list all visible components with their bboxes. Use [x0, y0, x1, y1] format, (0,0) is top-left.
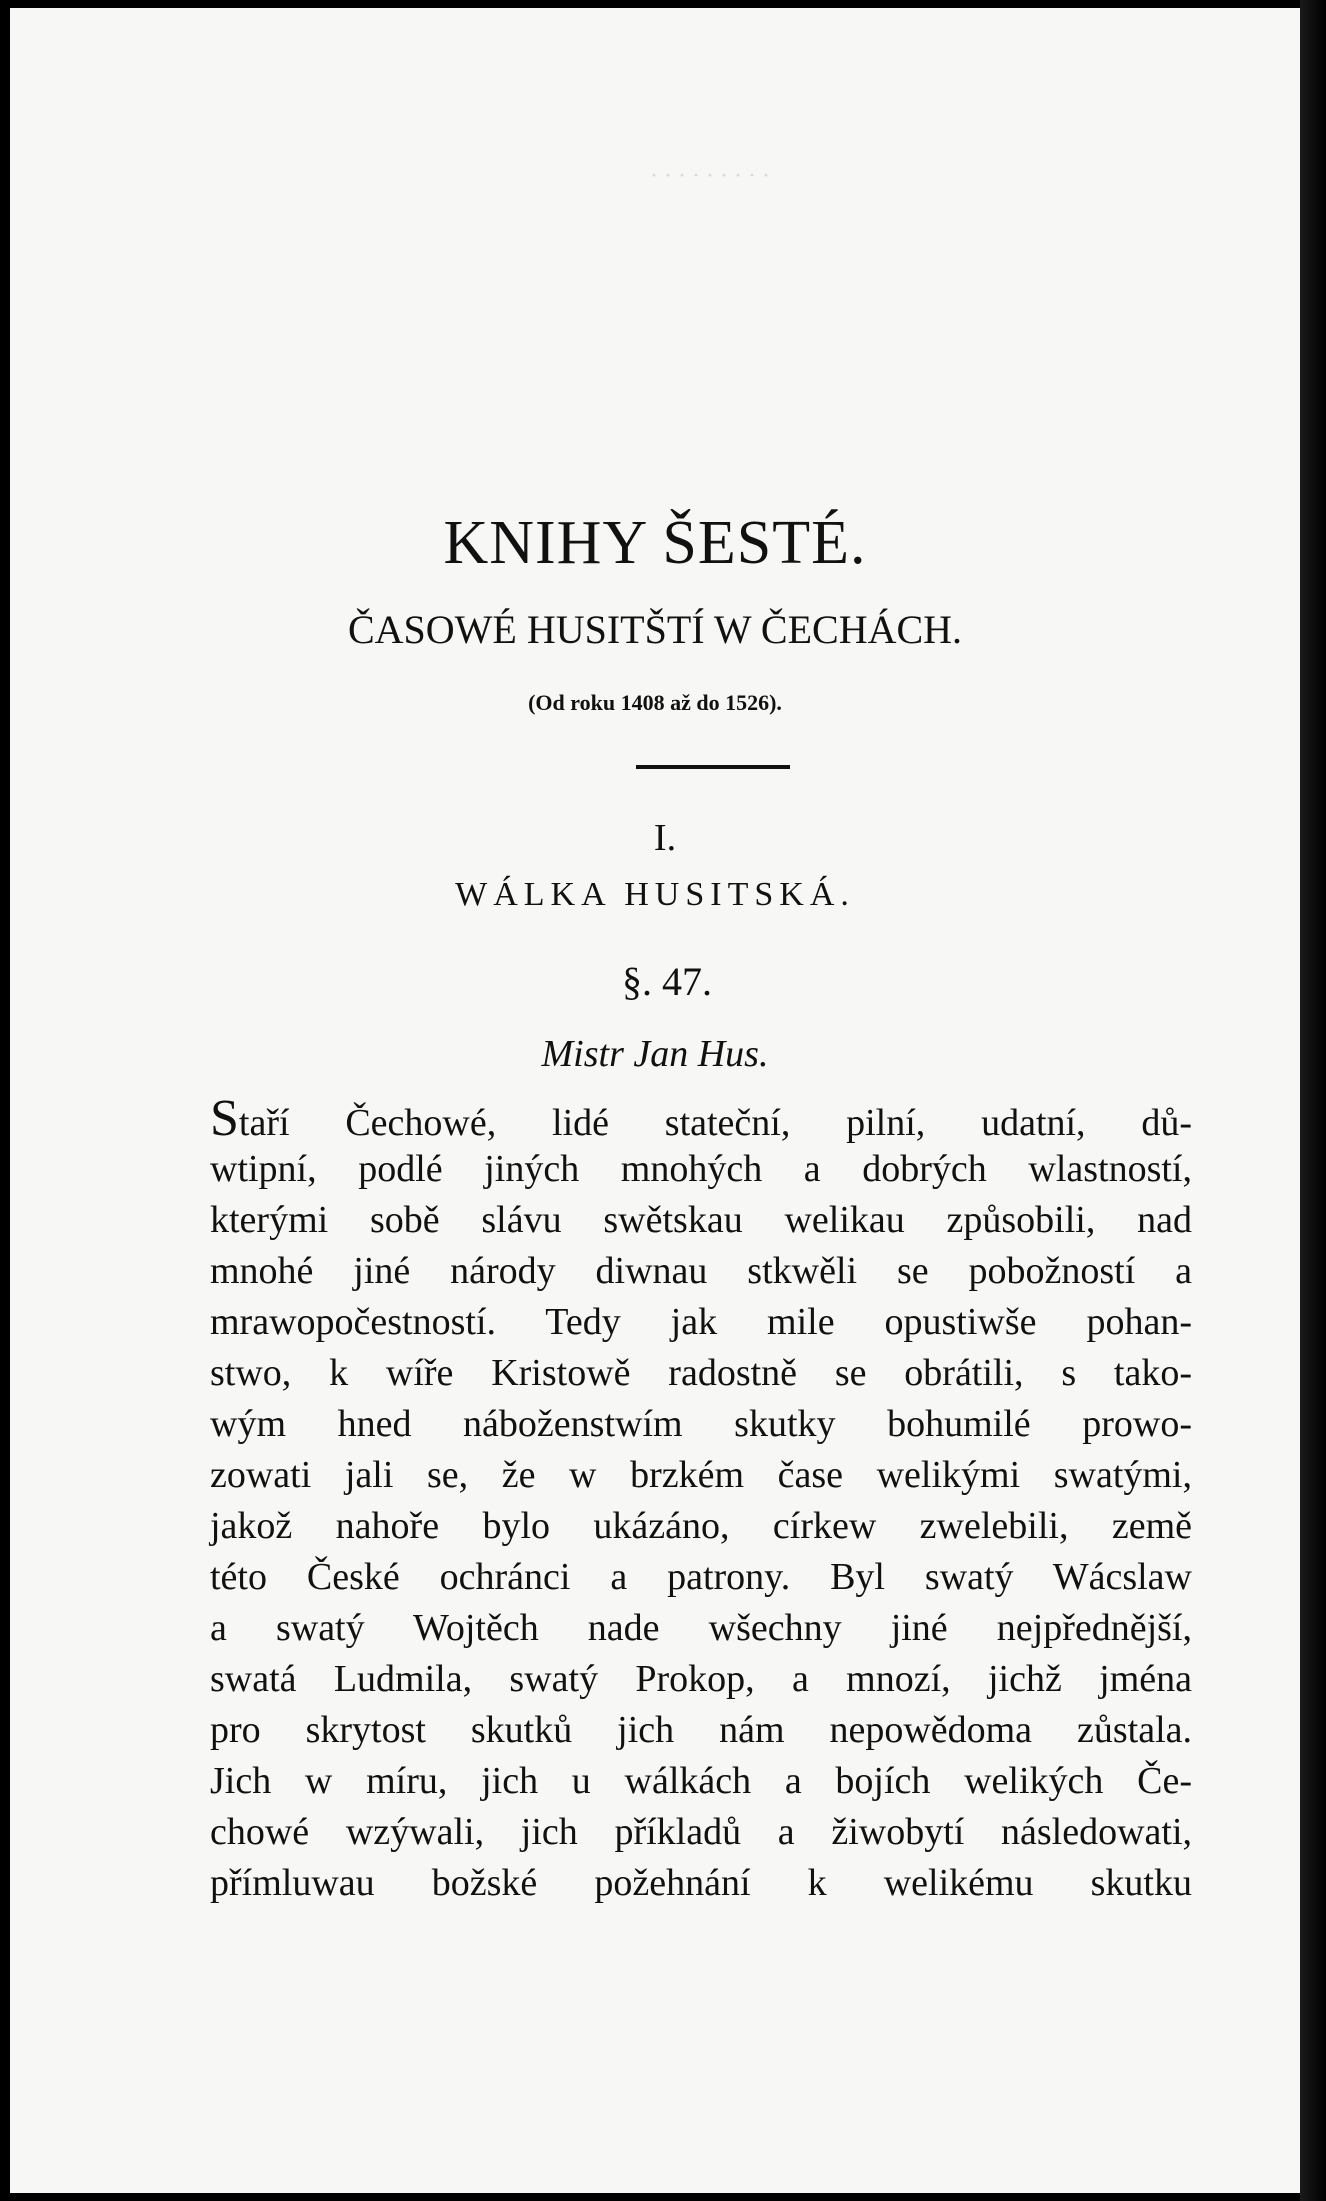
book-subtitle: ČASOWÉ HUSITŠTÍ W ČECHÁCH. — [347, 607, 963, 652]
text-line: této České ochránci a patrony. Byl swatý Wácslaw — [210, 1556, 1192, 1598]
text-line: přímluwau božské požehnání k welikému skutku — [210, 1862, 1192, 1904]
book-title: KNIHY ŠESTÉ. — [443, 509, 867, 577]
divider-rule — [636, 765, 790, 769]
text-line: wým hned náboženstwím skutky bohumilé prowo- — [210, 1403, 1192, 1445]
text-line: mrawopočestností. Tedy jak mile opustiwše pohan- — [210, 1301, 1192, 1343]
text-line: chowé wzýwali, jich příkladů a žiwobytí následowati, — [210, 1811, 1192, 1853]
text-line: mnohé jiné národy diwnau stkwěli se pobožností a — [210, 1250, 1192, 1292]
text-line: swatá Ludmila, swatý Prokop, a mnozí, jichž jména — [210, 1658, 1192, 1700]
bleed-through-text: · · · · · · · · · — [650, 163, 770, 189]
section-title: Mistr Jan Hus. — [541, 1033, 769, 1075]
text-line: kterými sobě slávu swětskau welikau způsobili, nad — [210, 1199, 1192, 1241]
section-number: §. 47. — [622, 959, 712, 1004]
text-line: pro skrytost skutků jich nám nepowědoma zůstala. — [210, 1709, 1192, 1751]
book-page — [10, 8, 1300, 2193]
chapter-title: WÁLKA HUSITSKÁ. — [455, 876, 855, 913]
body-text — [210, 1090, 1192, 1909]
chapter-number: I. — [653, 817, 677, 859]
text-line: Jich w míru, jich u wálkách a bojích welikých Če- — [210, 1760, 1192, 1802]
scan-edge — [1300, 0, 1326, 2201]
text-line: Staří Čechowé, lidé stateční, pilní, udatní, dů- — [210, 1090, 1192, 1147]
text-line: jakož nahoře bylo ukázáno, církew zwelebili, země — [210, 1505, 1192, 1547]
text-line: zowati jali se, že w brzkém čase welikými swatými, — [210, 1454, 1192, 1496]
text-line: a swatý Wojtěch nade wšechny jiné nejpřednější, — [210, 1607, 1192, 1649]
text-line: stwo, k wíře Kristowě radostně se obrátili, s tako- — [210, 1352, 1192, 1394]
date-range: (Od roku 1408 až do 1526). — [528, 690, 782, 715]
text-line: wtipní, podlé jiných mnohých a dobrých wlastností, — [210, 1148, 1192, 1190]
